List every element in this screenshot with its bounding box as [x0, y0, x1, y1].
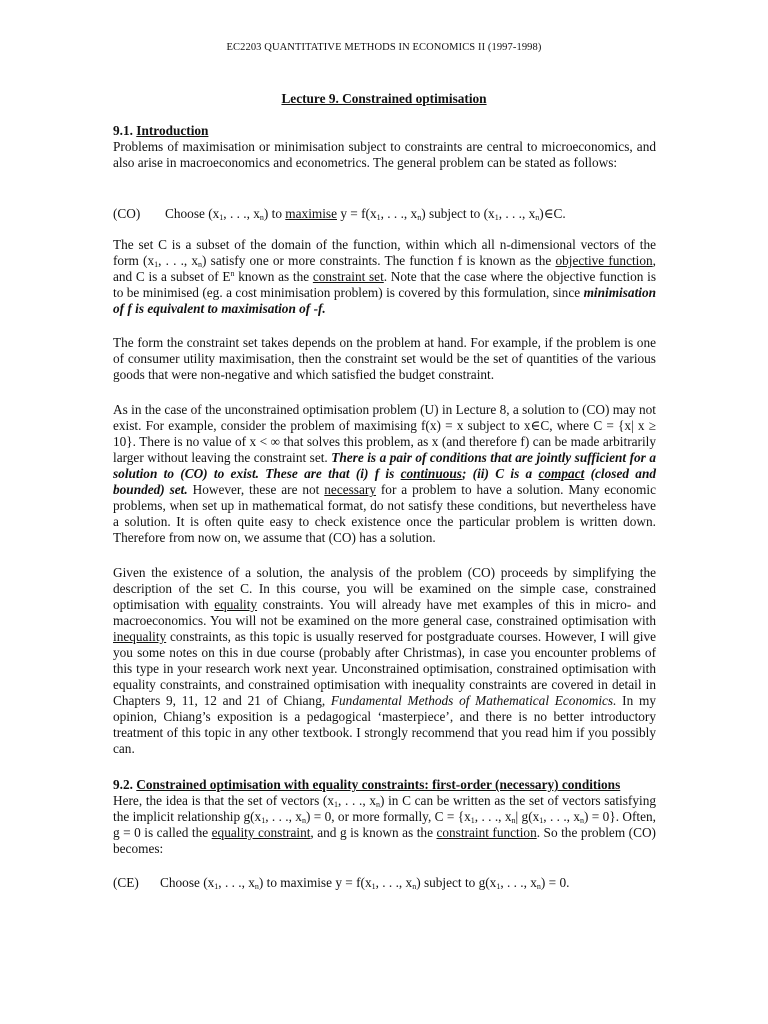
term-inequality: inequality [113, 629, 167, 644]
term-compact: compact [538, 466, 585, 481]
paragraph-intro: Problems of maximisation or minimisation subject to constraints are central to microeconomics, and also arise in macroeconomics and econometrics. The general problem can be stated as follows: [113, 139, 656, 170]
text: Here, the idea is that the set of vectors (x [113, 793, 334, 808]
eq-text: ) subject to g(x [416, 875, 497, 890]
superscript: n [230, 269, 235, 278]
subscript: n [511, 816, 516, 825]
subscript: 1 [539, 816, 544, 825]
section-title: Constrained optimisation with equality constraints: first-order (necessary) conditions [136, 777, 621, 792]
subscript: 1 [371, 882, 376, 891]
eq-text: , . . ., x [498, 206, 536, 221]
text: , . . ., x [474, 809, 512, 824]
section-9-1-heading [113, 123, 656, 139]
paragraph-equality-constraint [113, 793, 656, 857]
text: . Note that the case where the objective function is to be minimised (eg. a cost minimisation problem) is covered by this formulation, since [113, 269, 656, 300]
subscript: n [412, 882, 417, 891]
eq-text: , . . ., x [500, 875, 537, 890]
lecture-title: Lecture 9. Constrained optimisation [281, 91, 487, 106]
subscript: n [417, 213, 422, 222]
eq-text: ) = 0. [540, 875, 570, 890]
text: ) satisfy one or more constraints. The function f is known as the [202, 253, 556, 268]
subscript: 1 [214, 882, 219, 891]
subscript: 1 [470, 816, 475, 825]
subscript: 1 [154, 260, 159, 269]
book-title: Fundamental Methods of Mathematical Economics. [330, 693, 617, 708]
eq-text: , . . ., x [218, 875, 255, 890]
section-title: Introduction [136, 123, 209, 138]
subscript: n [301, 816, 306, 825]
subscript: n [198, 260, 203, 269]
text: ) = 0, or more formally, C = {x [305, 809, 471, 824]
eq-text: , . . ., x [375, 875, 413, 890]
section-number: 9.1. [113, 123, 137, 138]
term-equality-constraint: equality constraint [211, 825, 311, 840]
text: As in the case of the unconstrained optimisation problem (U) in Lecture 8, a solution to (CO) may not exist. For example, consider the problem of maximising f(x) = x subject to x∈C, where C = {x| x ≥ 10}. There is no value of x < ∞ that solves this problem, as x (and therefore f) can be made arbitrarily larger without leaving the constraint set. [113, 402, 656, 465]
subscript: 1 [376, 213, 381, 222]
equation-tag: (CO) [113, 206, 141, 221]
term-continuous: continuous [400, 466, 462, 481]
text: | g(x [515, 809, 540, 824]
section-number: 9.2. [113, 777, 137, 792]
text: . So the problem (CO) becomes: [113, 825, 656, 856]
term-necessary: necessary [324, 482, 376, 497]
text: constraints, as this topic is usually reserved for postgraduate courses. However, I will give you some notes on this in due course (probably after Christmas), in case you encounter problems of this type in your research work next year. Unconstrained optimisation, constrained optimisation with equality constraints, and constrained optimisation with inequality constraints are covered in detail in Chapters 9, 11, 12 and 21 of Chiang, [113, 629, 656, 708]
text: However, these are not [187, 482, 325, 497]
text: ) = 0}. Often, g = 0 is called the [113, 809, 656, 840]
text: Given the existence of a solution, the analysis of the problem (CO) proceeds by simplifying the description of the set C. In this course, you will be examined on the simple case, constrained optimisation with [113, 565, 656, 612]
term-constraint-set: constraint set [312, 269, 384, 284]
equation-ce [113, 875, 656, 891]
eq-text: )∈C. [539, 206, 566, 221]
subscript: 1 [496, 882, 501, 891]
section-9-2-heading [113, 777, 656, 793]
maximise-term: maximise [285, 206, 337, 221]
emphasis-text: There is a pair of conditions that are jointly sufficient for a solution to (CO) to exist. These are that (i) f is [113, 450, 656, 481]
eq-text: ) to maximise y = f(x [258, 875, 372, 890]
subscript: n [535, 213, 540, 222]
subscript: n [254, 882, 259, 891]
term-equality: equality [214, 597, 258, 612]
term-constraint-function: constraint function [436, 825, 537, 840]
text: , . . ., x [338, 793, 376, 808]
eq-text: ) subject to (x [421, 206, 495, 221]
equation-co [113, 206, 656, 222]
paragraph-constraint-set [113, 237, 656, 317]
subscript: 1 [261, 816, 266, 825]
eq-text: Choose (x [160, 875, 215, 890]
course-header: EC2203 QUANTITATIVE METHODS IN ECONOMICS II (1997-1998) [226, 42, 542, 53]
eq-text: Choose (x [165, 206, 220, 221]
text: , and C is a subset of E [113, 253, 656, 284]
subscript: 1 [219, 213, 224, 222]
subscript: n [259, 213, 264, 222]
subscript: n [536, 882, 541, 891]
subscript: n [375, 800, 380, 809]
eq-text: , . . ., x [380, 206, 418, 221]
text: , and g is known as the [310, 825, 437, 840]
term-objective-function: objective function [555, 253, 653, 268]
text: ) in C can be written as the set of vectors satisfying the implicit relationship g(x [113, 793, 656, 824]
text: In my opinion, Chiang’s exposition is a pedagogical ‘masterpiece’, and there is no better introductory treatment of this topic in any other textbook. I strongly recommend that you read him if you possibly can. [113, 693, 656, 756]
eq-text: , . . ., x [223, 206, 260, 221]
paragraph-existence [113, 402, 656, 546]
eq-text: y = f(x [337, 206, 377, 221]
eq-text: ) to [263, 206, 286, 221]
paragraph-course-scope [113, 565, 656, 757]
emphasis-text: minimisation of f is equivalent to maximisation of -f. [113, 285, 656, 316]
text: , . . ., x [543, 809, 581, 824]
text: The set C is a subset of the domain of the function, within which all n-dimensional vectors of the form (x [113, 237, 656, 268]
subscript: 1 [494, 213, 499, 222]
subscript: 1 [334, 800, 338, 809]
text: , . . ., x [265, 809, 302, 824]
text: known as the [234, 269, 313, 284]
paragraph-form-of-constraint: The form the constraint set takes depends on the problem at hand. For example, if the problem is one of consumer utility maximisation, then the constraint set would be the set of quantities of the various goods that were non-negative and which satisfied the budget constraint. [113, 335, 656, 382]
emphasis-text: (closed and bounded) set. [113, 466, 656, 497]
text: for a problem to have a solution. Many economic problems, when set up in mathematical format, do not satisfy these conditions, but nevertheless have a solution. It is often quite easy to check existence once the particular problem is written down. Therefore from now on, we assume that (CO) has a solution. [113, 482, 656, 545]
subscript: n [580, 816, 585, 825]
emphasis-text: ; (ii) C is a [461, 466, 539, 481]
text: , . . ., x [158, 253, 199, 268]
equation-tag: (CE) [113, 875, 139, 890]
text: constraints. You will already have met examples of this in micro- and macroeconomics. You will not be examined on the more general case, constrained optimisation with [113, 597, 656, 628]
